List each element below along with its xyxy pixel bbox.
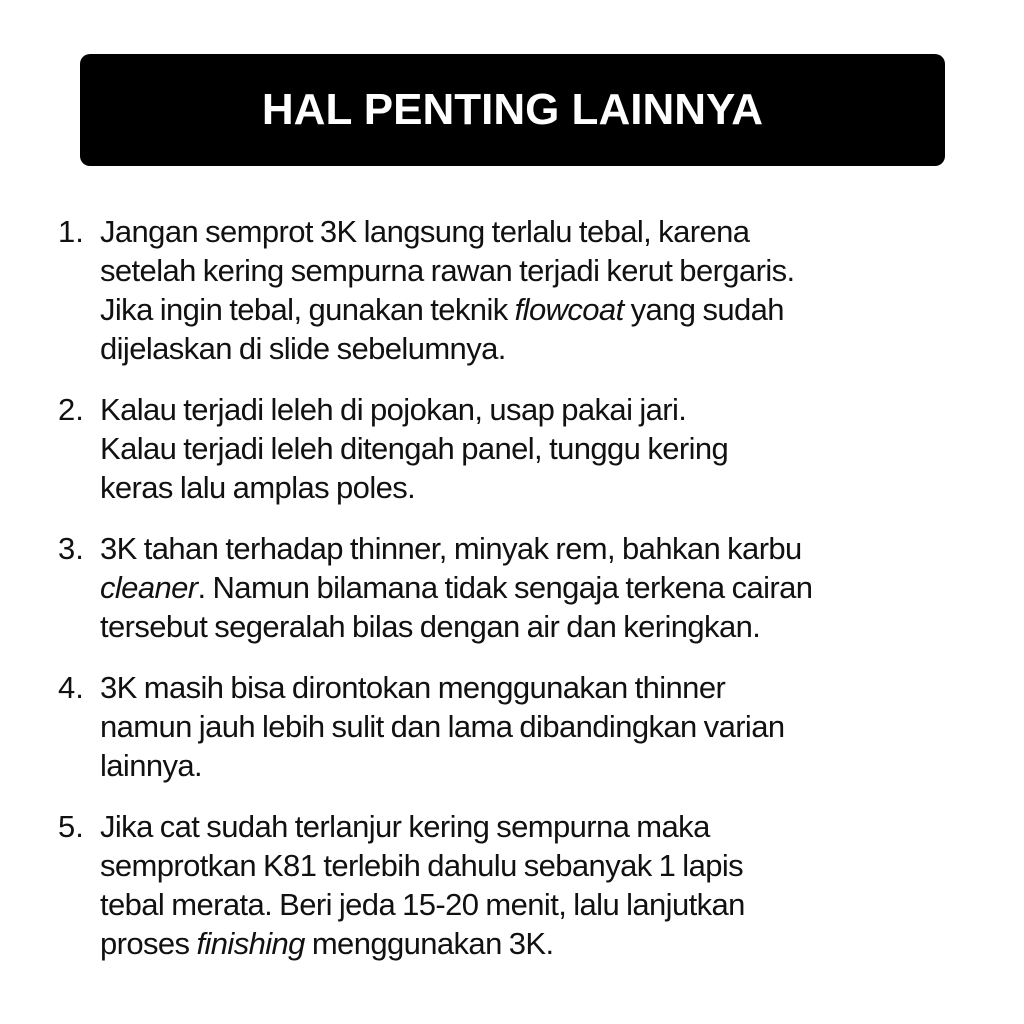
text-line bbox=[100, 668, 958, 707]
title-banner bbox=[80, 54, 945, 166]
text-line bbox=[100, 568, 958, 607]
text-segment: . Namun bilamana tidak sengaja terkena cairan bbox=[197, 570, 813, 605]
list-item bbox=[58, 668, 958, 785]
text-line bbox=[100, 429, 958, 468]
text-line bbox=[100, 529, 958, 568]
text-segment: yang sudah bbox=[623, 292, 784, 327]
text-segment: 3K masih bisa dirontokan menggunakan thinner bbox=[100, 670, 726, 705]
text-line bbox=[100, 251, 958, 290]
tips-list bbox=[58, 212, 958, 985]
text-line bbox=[100, 468, 958, 507]
list-text bbox=[100, 212, 958, 368]
text-segment: keras lalu amplas poles. bbox=[100, 470, 416, 505]
list-item bbox=[58, 390, 958, 507]
list-item bbox=[58, 212, 958, 368]
page-title: HAL PENTING LAINNYA bbox=[261, 85, 764, 134]
text-line bbox=[100, 329, 958, 368]
list-number: 4. bbox=[58, 670, 84, 705]
text-segment: semprotkan K81 terlebih dahulu sebanyak 1 lapis bbox=[100, 848, 744, 883]
text-segment: tersebut segeralah bilas dengan air dan keringkan. bbox=[100, 609, 761, 644]
text-line bbox=[100, 924, 958, 963]
list-text bbox=[100, 807, 958, 963]
text-segment: setelah kering sempurna rawan terjadi kerut bergaris. bbox=[100, 253, 795, 288]
text-segment: namun jauh lebih sulit dan lama dibandingkan varian bbox=[100, 709, 785, 744]
text-line bbox=[100, 846, 958, 885]
text-segment: lainnya. bbox=[100, 748, 203, 783]
text-segment: Kalau terjadi leleh di pojokan, usap pakai jari. bbox=[100, 392, 687, 427]
text-line bbox=[100, 390, 958, 429]
list-number: 2. bbox=[58, 392, 84, 427]
list-number: 5. bbox=[58, 809, 84, 844]
list-number: 1. bbox=[58, 214, 84, 249]
list-text bbox=[100, 668, 958, 785]
text-segment: 3K tahan terhadap thinner, minyak rem, bahkan karbu bbox=[100, 531, 802, 566]
list-text bbox=[100, 390, 958, 507]
text-line bbox=[100, 290, 958, 329]
text-line bbox=[100, 707, 958, 746]
text-line bbox=[100, 807, 958, 846]
list-item bbox=[58, 807, 958, 963]
text-line bbox=[100, 607, 958, 646]
text-segment: Kalau terjadi leleh ditengah panel, tunggu kering bbox=[100, 431, 729, 466]
list-text bbox=[100, 529, 958, 646]
text-line bbox=[100, 212, 958, 251]
text-segment: Jangan semprot 3K langsung terlalu tebal, karena bbox=[100, 214, 750, 249]
italic-term: finishing bbox=[196, 926, 305, 961]
text-line bbox=[100, 885, 958, 924]
text-segment: proses bbox=[100, 926, 197, 961]
text-segment: Jika cat sudah terlanjur kering sempurna maka bbox=[100, 809, 710, 844]
text-segment: tebal merata. Beri jeda 15-20 menit, lalu lanjutkan bbox=[100, 887, 745, 922]
text-segment: menggunakan 3K. bbox=[304, 926, 554, 961]
italic-term: cleaner bbox=[100, 570, 198, 605]
text-segment: dijelaskan di slide sebelumnya. bbox=[100, 331, 506, 366]
list-item bbox=[58, 529, 958, 646]
text-line bbox=[100, 746, 958, 785]
list-number: 3. bbox=[58, 531, 84, 566]
italic-term: flowcoat bbox=[514, 292, 624, 327]
text-segment: Jika ingin tebal, gunakan teknik bbox=[100, 292, 515, 327]
